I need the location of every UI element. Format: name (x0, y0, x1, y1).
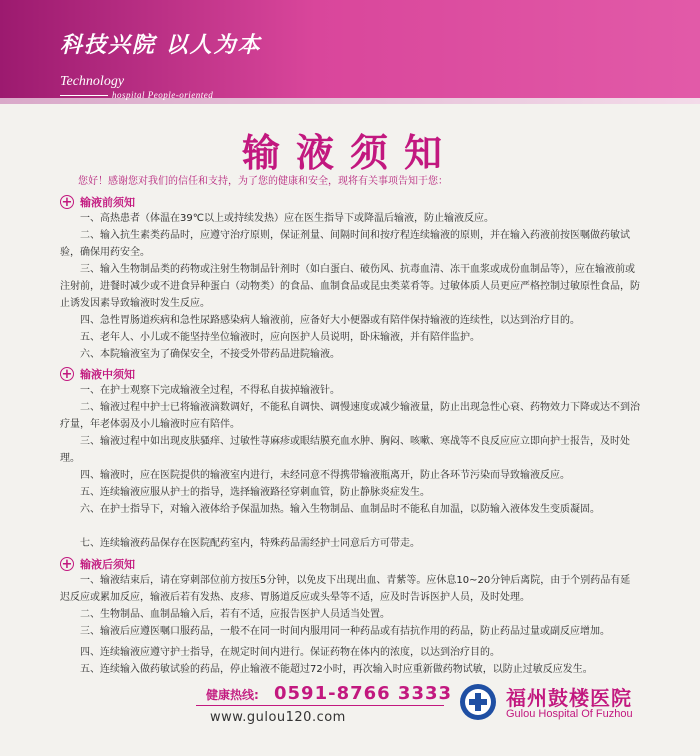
paragraph: 二、输液过程中护士已将输液滴数调好，不能私自调快、调慢速度或减少输液量，防止出现急性心衰、药物效力下降或达不到治疗量，年老体弱及小儿输液时应有陪伴。 (60, 402, 640, 430)
plus-circle-icon: + (61, 367, 73, 382)
paragraph: 五、连续输入做药敏试验的药品，停止输液不能超过72小时，再次输入时应重新做药物试敏，以防止过敏反应发生。 (80, 664, 593, 675)
section-label: 输液中须知 (80, 368, 135, 381)
paragraph: 四、输液时，应在医院提供的输液室内进行，未经同意不得携带输液瓶离开，防止各环节污染而导致输液反应。 (80, 470, 570, 481)
paragraph: 七、连续输液药品保存在医院配药室内，特殊药品需经护士同意后方可带走。 (80, 538, 420, 549)
paragraph: 二、生物制品、血制品输入后，若有不适，应报告医护人员适当处置。 (80, 609, 390, 620)
slogan-cn: 科技兴院 以人为本 (60, 32, 262, 58)
paragraph: 二、输入抗生素类药品时，应遵守治疗原则，保证剂量、间隔时间和按疗程连续输液的原则，并在输入药液前按医嘱做药敏试验，确保用药安全。 (60, 230, 630, 258)
slogan-en: Technology (60, 74, 125, 89)
banner-strip (0, 98, 700, 104)
section-label: 输液后须知 (80, 558, 135, 571)
website-link[interactable]: www.gulou120.com (210, 710, 346, 725)
hospital-logo-icon (458, 682, 498, 722)
paragraph: 四、连续输液应遵守护士指导，在规定时间内进行。保证药物在体内的浓度，以达到治疗目的。 (80, 647, 500, 658)
intro-text: 您好！感谢您对我们的信任和支持，为了您的健康和安全，现将有关事项告知于您： (78, 176, 448, 187)
paragraph: 四、急性胃肠道疾病和急性尿路感染病人输液前，应备好大小便器或有陪伴保持输液的连续性，以达到治疗目的。 (80, 315, 580, 326)
page-title: 输液须知 (241, 130, 458, 175)
footer-divider (196, 705, 444, 706)
paragraph: 一、输液结束后，请在穿刺部位前方按压5分钟，以免皮下出现出血、青紫等。应休息10~20分钟后离院，由于个别药品有延迟反应或累加反应，输液后若有发热、皮疹、胃肠道反应或头晕等不适，应及时告诉医护人员，及时处理。 (60, 575, 631, 603)
paragraph: 三、输液过程中如出现皮肤骚痒、过敏性荨麻疹或眼结膜充血水肿、胸闷、咳嗽、寒战等不良反应应立即向护士报告，及时处理。 (60, 436, 630, 464)
hospital-name-en: Gulou Hospital Of Fuzhou (506, 708, 633, 720)
paragraph: 三、输液后应遵医嘱口服药品，一般不在同一时间内服用同一种药品或有拮抗作用的药品，防止药品过量或副反应增加。 (80, 626, 610, 637)
section-label: 输液前须知 (80, 196, 135, 209)
hotline-number: 0591-8766 3333 (274, 683, 453, 704)
section-header-during (60, 366, 135, 382)
plus-circle-icon: + (61, 557, 73, 572)
paragraph: 一、高热患者（体温在39℃以上或持续发热）应在医生指导下或降温后输液，防止输液反应。 (80, 213, 494, 224)
section-header-before (60, 194, 135, 210)
paragraph: 三、输入生物制品类的药物或注射生物制品针剂时（如白蛋白、破伤风、抗毒血清、冻干血浆或成份血制品等），应在输液前或注射前，进餐时减少或不进食异种蛋白（动物类）的食品、血制食品或昆虫类菜肴等。过敏体质人员更应严格控制过敏原性食品，防止诱发因素导致输液时发生反应。 (60, 264, 640, 309)
paragraph: 六、在护士指导下，对输入液体给予保温加热。输入生物制品、血制品时不能私自加温，以防输入液体发生变质凝固。 (80, 504, 600, 515)
slogan-en-sub: hospital People-oriented (112, 90, 214, 100)
paragraph: 六、本院输液室为了确保安全，不接受外带药品进院输液。 (80, 349, 340, 360)
hotline-label: 健康热线: (206, 688, 259, 702)
paragraph: 五、连续输液应服从护士的指导，选择输液路径穿刺血管，防止静脉炎症发生。 (80, 487, 430, 498)
plus-circle-icon: + (61, 195, 73, 210)
section-header-after (60, 556, 135, 572)
slogan-divider (60, 95, 108, 96)
paragraph: 一、在护士观察下完成输液全过程，不得私自拔掉输液针。 (80, 385, 340, 396)
paragraph: 五、老年人、小儿或不能坚持坐位输液时，应向医护人员说明，卧床输液，并有陪伴监护。 (80, 332, 480, 343)
hospital-name: 福州鼓楼医院 (506, 686, 632, 710)
